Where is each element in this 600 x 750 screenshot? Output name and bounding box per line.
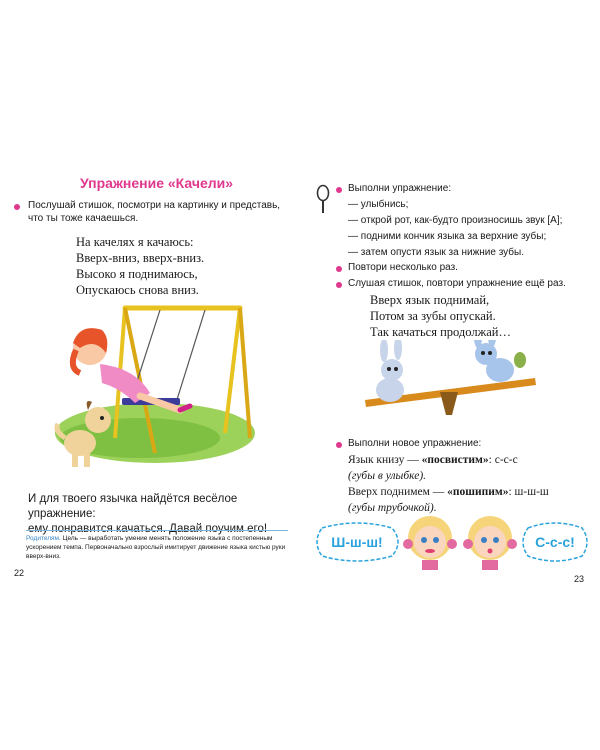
closing-line: И для твоего язычка найдётся весёлое упражнение: bbox=[28, 493, 238, 520]
poem-line: Так качаться продолжай… bbox=[370, 325, 511, 339]
bullet-dot bbox=[14, 204, 20, 210]
page-number: 22 bbox=[14, 568, 25, 578]
phrase-part: «пошипим» bbox=[447, 486, 509, 498]
parents-line: ускорением темпа. Первоначально взрослый имитирует движение языка кистью руки bbox=[26, 544, 286, 551]
tongue-poem bbox=[370, 292, 511, 340]
phrase-line bbox=[348, 452, 518, 468]
phrase-part: (губы в улыбке). bbox=[348, 470, 427, 482]
parents-note bbox=[26, 530, 288, 561]
mirror-icon bbox=[316, 184, 330, 214]
phrase-part: : с-с-с bbox=[488, 454, 518, 466]
poem-line: Вверх язык поднимай, bbox=[370, 293, 490, 307]
phrase-line bbox=[348, 484, 549, 500]
page-number: 23 bbox=[574, 574, 585, 584]
instruction-line: Послушай стишок, посмотри на картинку и представь, bbox=[28, 200, 281, 211]
instruction-text: Выполни упражнение: bbox=[348, 183, 452, 194]
phrase-line bbox=[348, 468, 426, 484]
instruction-text: Слушая стишок, повтори упражнение ещё раз. bbox=[348, 278, 566, 289]
swing-illustration bbox=[40, 298, 255, 478]
right-page bbox=[300, 0, 600, 750]
bubble-right: С-с-с! bbox=[535, 534, 575, 550]
poem-line: Вверх-вниз, вверх-вниз. bbox=[76, 251, 205, 265]
instruction-text: Выполни новое упражнение: bbox=[348, 438, 482, 449]
bullet-dot bbox=[336, 442, 342, 448]
poem-line: Опускаюсь снова вниз. bbox=[76, 283, 199, 297]
step-line: — открой рот, как-будто произносишь звук [А]; bbox=[348, 215, 563, 226]
step-line: — улыбнись; bbox=[348, 199, 409, 210]
exercise-title: Упражнение «Качели» bbox=[80, 175, 234, 191]
step-line: — затем опусти язык за нижние зубы. bbox=[348, 247, 524, 258]
phrase-part: «посвистим» bbox=[421, 454, 489, 466]
instruction-text: Повтори несколько раз. bbox=[348, 262, 458, 273]
phrase-part: : ш-ш-ш bbox=[508, 486, 549, 498]
bunnies-seesaw-illustration bbox=[360, 340, 540, 420]
parents-line: Цель — выработать умение менять положение языка с постепенным bbox=[60, 535, 273, 542]
bullet-dot bbox=[336, 282, 342, 288]
phrase-part: Язык книзу — bbox=[348, 454, 422, 466]
instruction-line: что ты тоже качаешься. bbox=[28, 213, 139, 224]
bubble-left: Ш-ш-ш! bbox=[331, 534, 383, 550]
girls-faces-illustration bbox=[400, 508, 520, 572]
closing-line: ему понравится качаться. Давай поучим его! bbox=[28, 523, 268, 535]
bullet-dot bbox=[336, 266, 342, 272]
poem-line: Потом за зубы опускай. bbox=[370, 309, 496, 323]
phrase-part: Вверх поднимем — bbox=[348, 486, 448, 498]
poem-line: Высоко я поднимаюсь, bbox=[76, 267, 198, 281]
poem-line: На качелях я качаюсь: bbox=[76, 235, 194, 249]
bullet-dot bbox=[336, 187, 342, 193]
parents-line: вверх-вниз. bbox=[26, 553, 61, 560]
step-line: — подними кончик языка за верхние зубы; bbox=[348, 231, 547, 242]
phrase-part: (губы трубочкой). bbox=[348, 502, 437, 514]
swing-poem bbox=[76, 234, 204, 298]
parents-label: Родителям. bbox=[26, 535, 61, 542]
